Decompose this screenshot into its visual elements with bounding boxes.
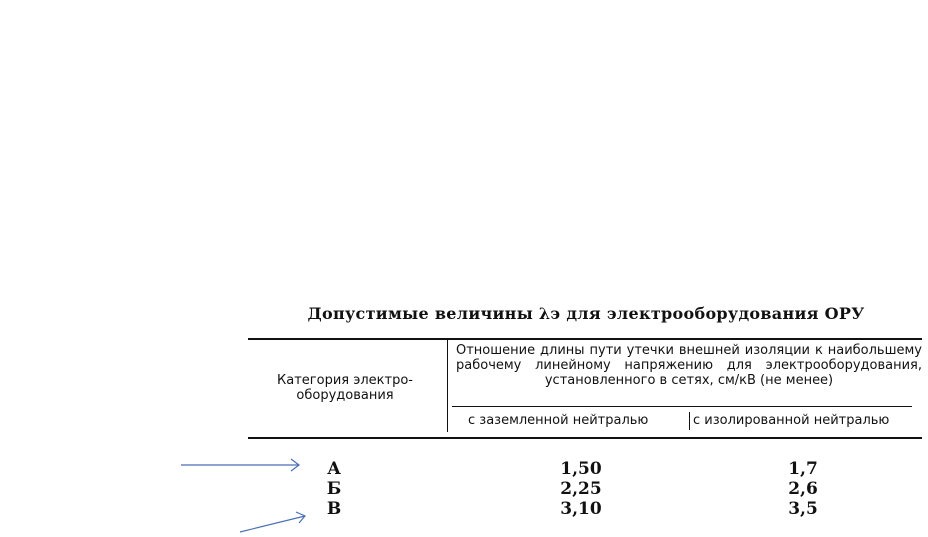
row-category: Б (326, 479, 342, 499)
grounded-subheader: с заземленной нейтралью (468, 413, 649, 428)
arrow-icon (181, 459, 299, 471)
row-category: А (327, 459, 341, 479)
arrow-icon (240, 512, 305, 532)
row-grounded-value: 1,50 (560, 459, 602, 479)
row-isolated-value: 2,6 (788, 479, 818, 499)
ratio-column-header: Отношение длины пути утечки внешней изоляции к наибольшему рабочему линейному напряжению для электрооборудования, установленного в сетях, см/кВ (не менее) (456, 343, 922, 388)
row-grounded-value: 3,10 (560, 499, 602, 519)
row-isolated-value: 3,5 (788, 499, 818, 519)
row-isolated-value: 1,7 (788, 459, 818, 479)
row-grounded-value: 2,25 (560, 479, 602, 499)
category-column-header: Категория электро-оборудования (277, 373, 413, 403)
isolated-subheader: с изолированной нейтралью (693, 413, 890, 428)
table-title: Допустимые величины λэ для электрооборудования ОРУ (307, 304, 865, 323)
row-category: В (326, 499, 342, 519)
